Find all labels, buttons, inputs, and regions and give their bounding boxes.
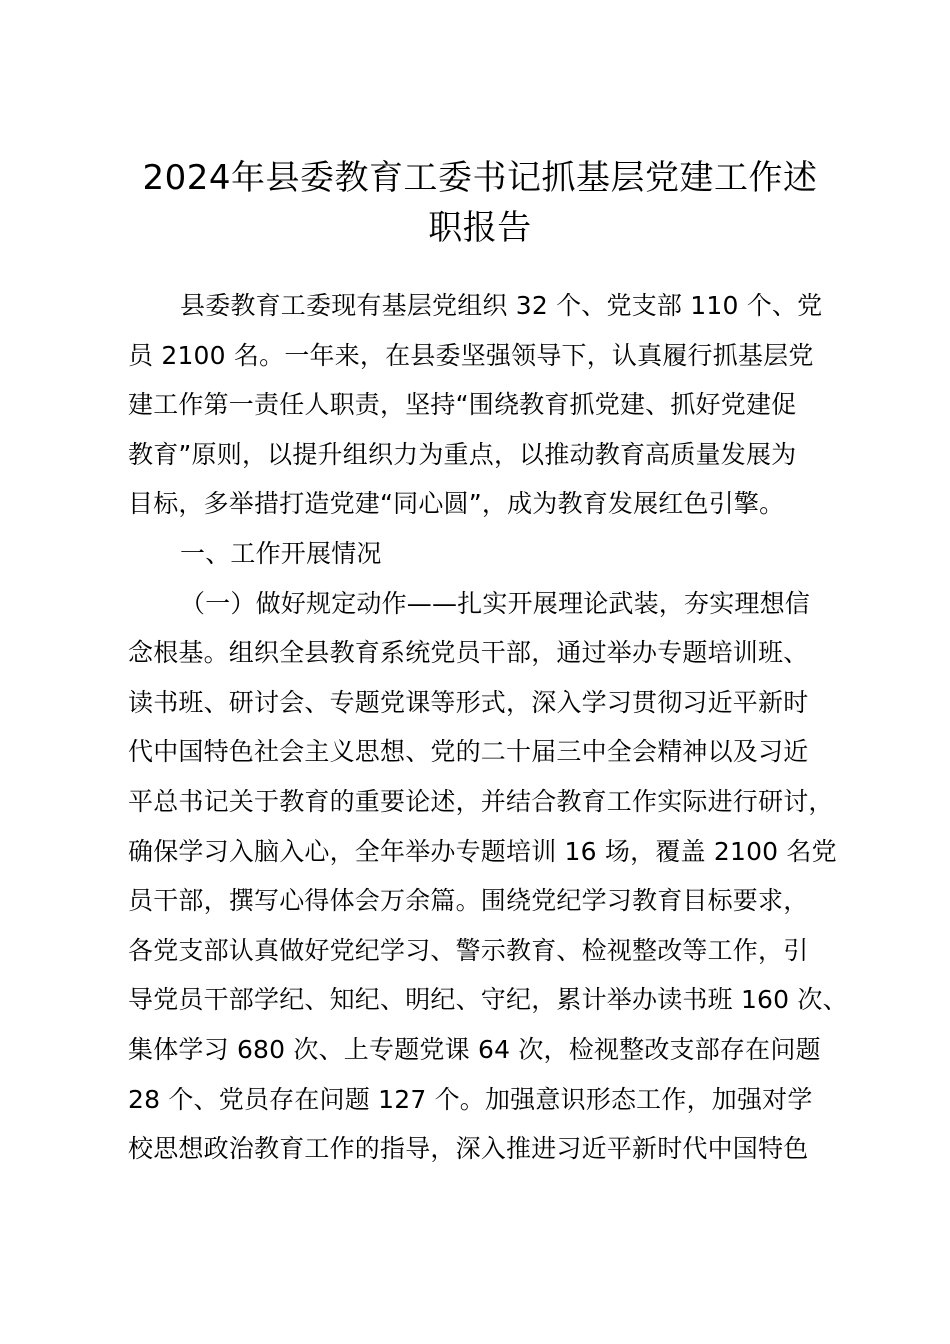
paragraph-line: 导党员干部学纪、知纪、明纪、守纪，累计举办读书班 160 次、 <box>128 985 848 1015</box>
paragraph-line: 读书班、研讨会、专题党课等形式，深入学习贯彻习近平新时 <box>128 687 809 717</box>
document-title <box>100 153 860 253</box>
paragraph-line: 校思想政治教育工作的指导，深入推进习近平新时代中国特色 <box>128 1134 809 1164</box>
paragraph-line: 目标，多举措打造党建“同心圆”，成为教育发展红色引擎。 <box>128 489 785 519</box>
title-line-1: 2024年县委教育工委书记抓基层党建工作述 <box>142 158 818 198</box>
paragraph-line: 代中国特色社会主义思想、党的二十届三中全会精神以及习近 <box>128 737 809 767</box>
document-body <box>128 281 848 1174</box>
paragraph-line: 确保学习入脑入心，全年举办专题培训 16 场，覆盖 2100 名党 <box>128 836 837 866</box>
paragraph-line: 各党支部认真做好党纪学习、警示教育、检视整改等工作，引 <box>128 935 809 965</box>
paragraph-line: （一）做好规定动作——扎实开展理论武装，夯实理想信 <box>180 588 811 618</box>
paragraph-line: 教育”原则，以提升组织力为重点，以推动教育高质量发展为 <box>128 439 797 469</box>
paragraph-line: 平总书记关于教育的重要论述，并结合教育工作实际进行研讨， <box>128 786 834 816</box>
paragraph-line: 员 2100 名。一年来，在县委坚强领导下，认真履行抓基层党 <box>128 340 814 370</box>
paragraph-line: 集体学习 680 次、上专题党课 64 次，检视整改支部存在问题 <box>128 1034 821 1064</box>
paragraph-line: 员干部，撰写心得体会万余篇。围绕党纪学习教育目标要求， <box>128 886 809 916</box>
paragraph-line: 建工作第一责任人职责，坚持“围绕教育抓党建、抓好党建促 <box>128 390 797 420</box>
section-heading: 一、工作开展情况 <box>180 538 382 568</box>
paragraph-line: 县委教育工委现有基层党组织 32 个、党支部 110 个、党 <box>180 291 823 320</box>
title-line-2: 职报告 <box>428 208 532 248</box>
paragraph-line: 念根基。组织全县教育系统党员干部，通过举办专题培训班、 <box>128 638 809 668</box>
paragraph-line: 28 个、党员存在问题 127 个。加强意识形态工作，加强对学 <box>128 1084 813 1114</box>
